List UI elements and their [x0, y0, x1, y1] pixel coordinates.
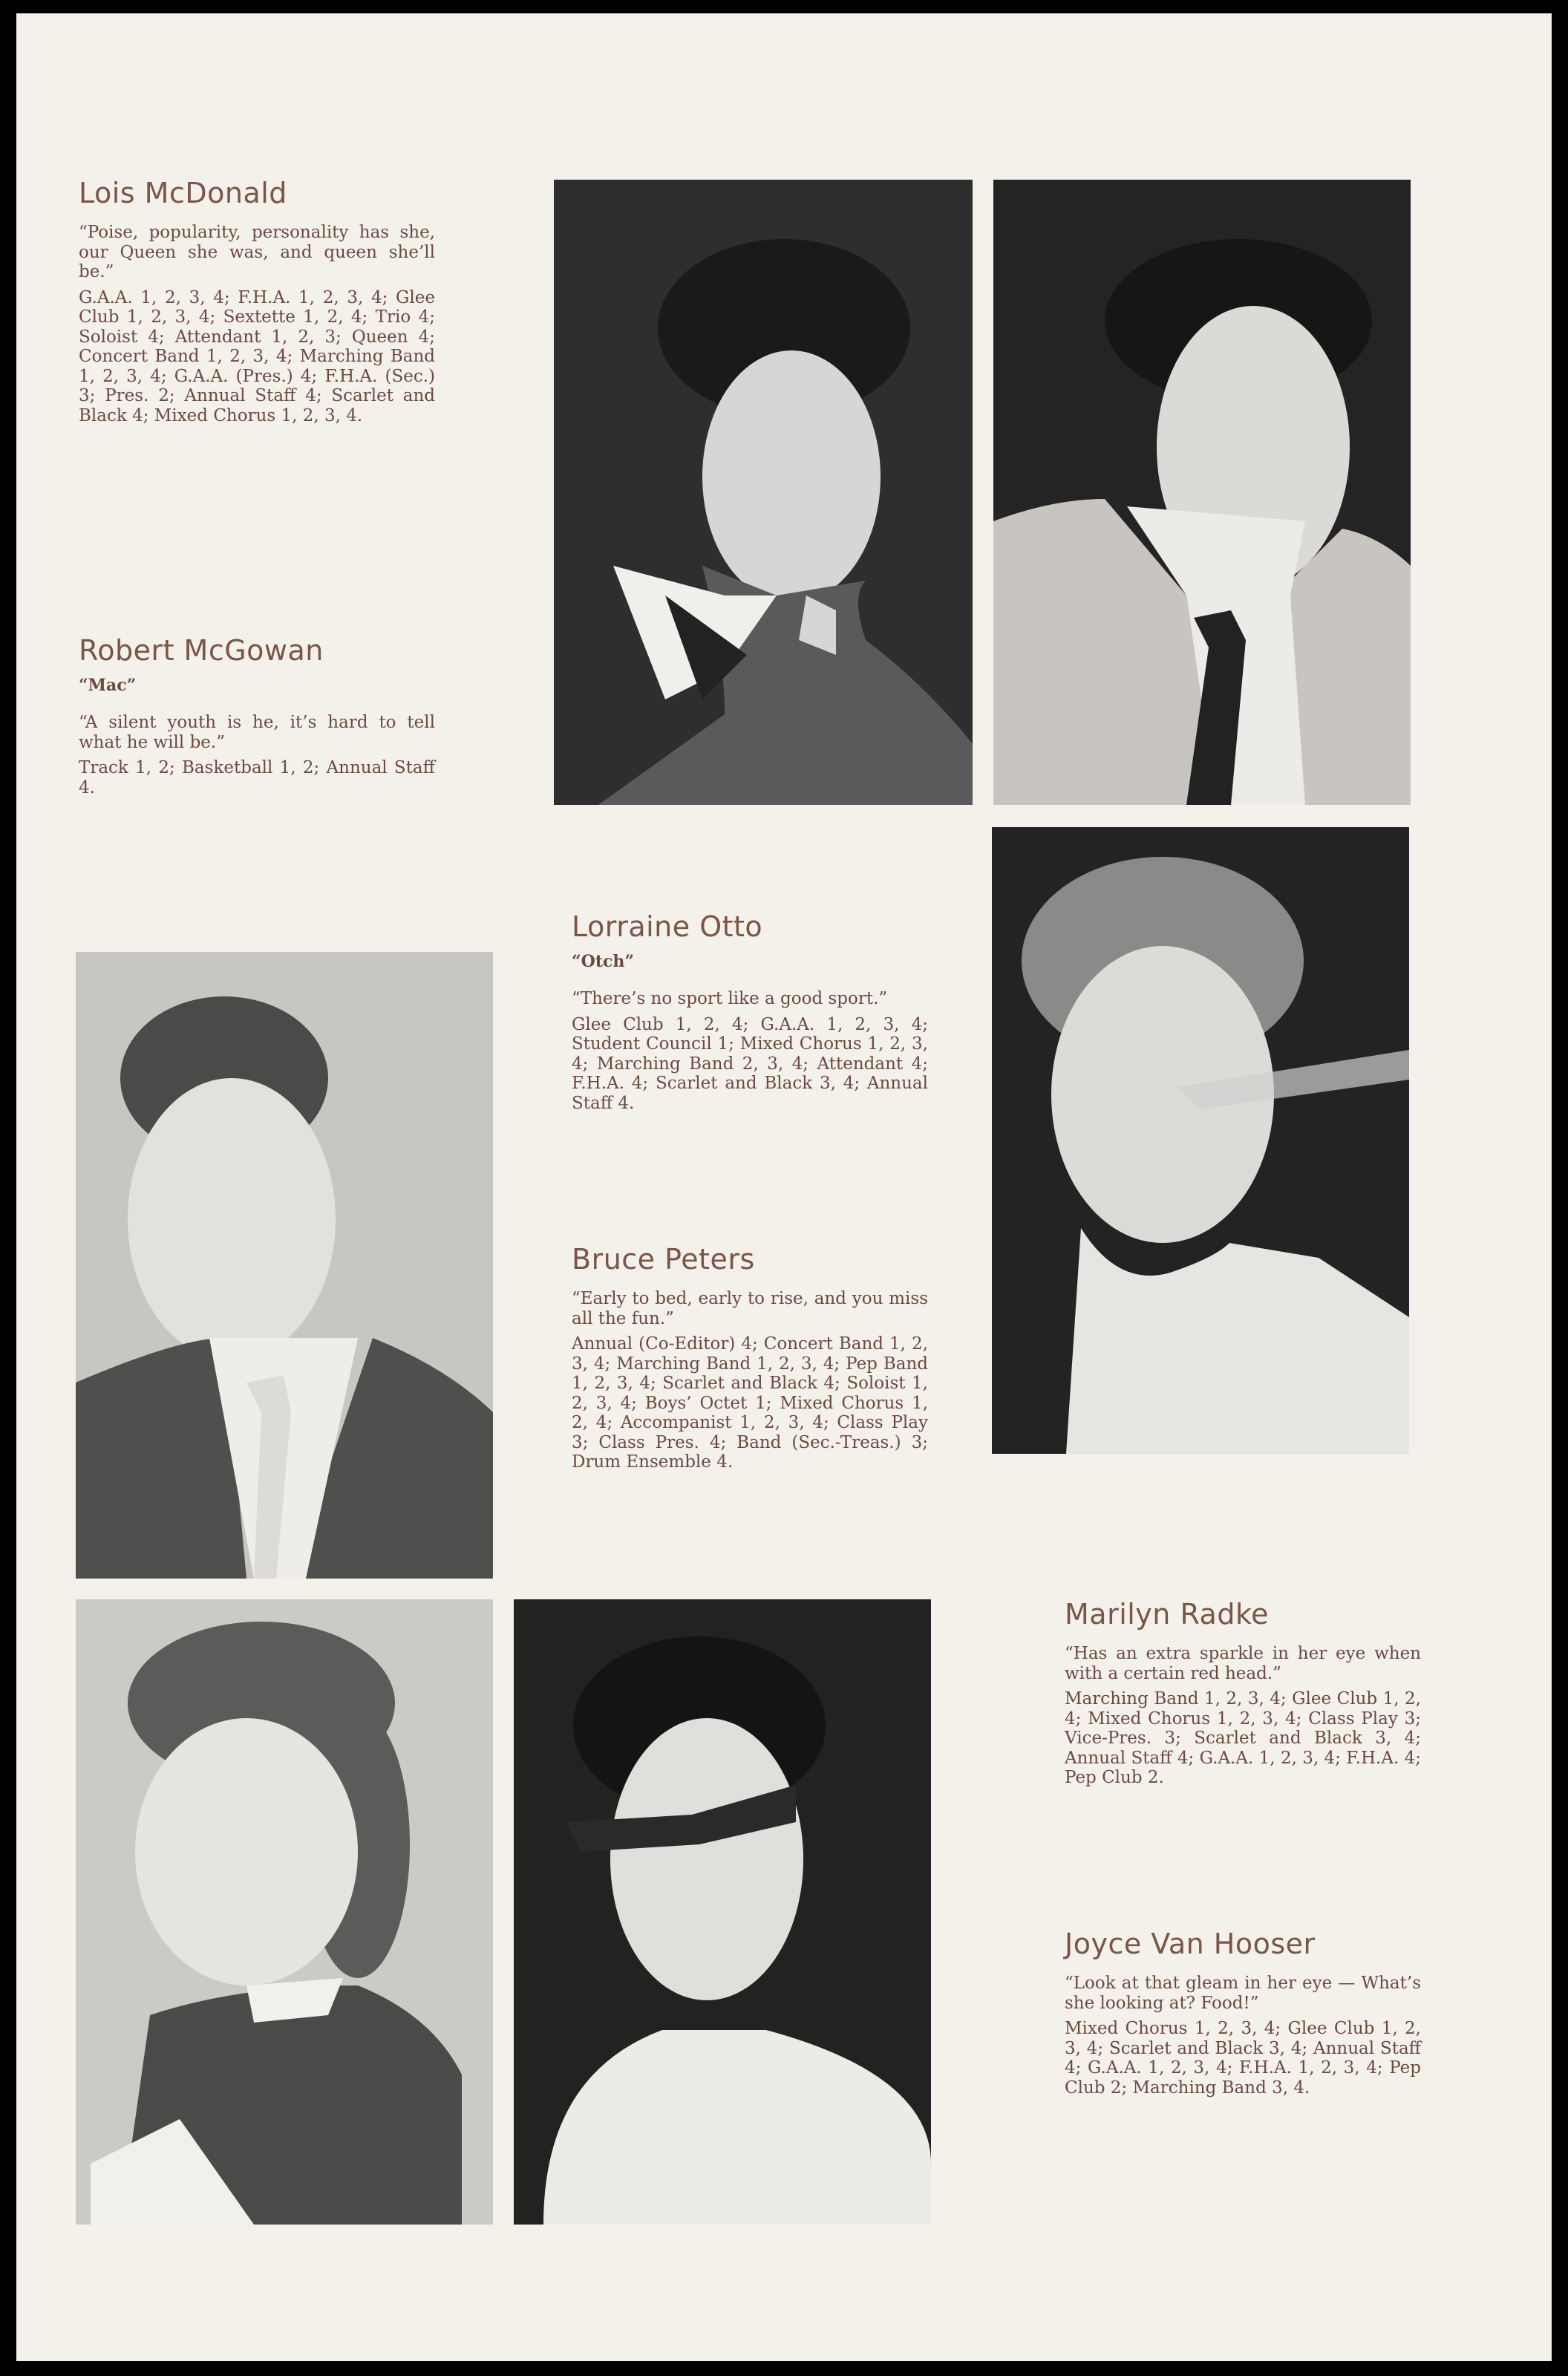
student-entry-bruce-peters — [572, 1243, 928, 1472]
student-name: Robert McGowan — [79, 634, 324, 667]
student-quote: “Poise, popularity, personality has she, our Queen she was, and queen she’ll be.” — [79, 223, 435, 281]
student-name: Joyce Van Hooser — [1065, 1928, 1316, 1960]
student-quote: “There’s no sport like a good sport.” — [572, 989, 888, 1008]
student-activities: Annual (Co-Editor) 4; Concert Band 1, 2, 3, 4; Marching Band 1, 2, 3, 4; Pep Band 1, 2, 3, 4; Scarlet and Black 4; Soloist 1, 2, 3, 4; Boys’ Octet 1; Mixed Chorus 1, 2, 4; Accompanist 1, 2, 3, 4; Class Play 3; Class Pres. 4; Band (Sec.-Treas.) 3; Drum Ensemble 4. — [572, 1334, 928, 1472]
student-nickname: “Mac” — [79, 676, 137, 695]
student-activities: Glee Club 1, 2, 4; G.A.A. 1, 2, 3, 4; Student Council 1; Mixed Chorus 1, 2, 3, 4; Marching Band 2, 3, 4; Attendant 4; F.H.A. 4; Scarlet and Black 3, 4; Annual Staff 4. — [572, 1014, 928, 1113]
portrait-photo-marilyn-radke — [76, 1599, 493, 2225]
portrait-photo-lorraine-otto — [992, 827, 1409, 1454]
student-entry-joyce-van-hooser — [1065, 1928, 1421, 2098]
student-activities: G.A.A. 1, 2, 3, 4; F.H.A. 1, 2, 3, 4; Glee Club 1, 2, 3, 4; Sextette 1, 2, 4; Trio 4; Soloist 4; Attendant 1, 2, 3; Queen 4; Concert Band 1, 2, 3, 4; Marching Band 1, 2, 3, 4; G.A.A. (Pres.) 4; F.H.A. (Sec.) 3; Pres. 2; Annual Staff 4; Scarlet and Black 4; Mixed Chorus 1, 2, 3, 4. — [79, 287, 435, 425]
student-activities: Track 1, 2; Basketball 1, 2; Annual Staff 4. — [79, 758, 435, 797]
student-quote: “Has an extra sparkle in her eye when with a certain red head.” — [1065, 1644, 1421, 1683]
student-entry-lorraine-otto — [572, 910, 928, 1113]
student-name: Marilyn Radke — [1065, 1598, 1269, 1631]
portrait-photo-robert-mcgowan — [993, 180, 1411, 805]
student-name: Lorraine Otto — [572, 910, 763, 943]
yearbook-page — [16, 13, 1552, 2361]
student-name: Lois McDonald — [79, 177, 287, 209]
student-entry-lois-mcdonald — [79, 177, 435, 425]
student-entry-robert-mcgowan — [79, 634, 435, 797]
student-activities: Marching Band 1, 2, 3, 4; Glee Club 1, 2, 4; Mixed Chorus 1, 2, 3, 4; Class Play 3; Vice-Pres. 3; Scarlet and Black 3, 4; Annual Staff 4; G.A.A. 1, 2, 3, 4; F.H.A. 4; Pep Club 2. — [1065, 1689, 1421, 1787]
portrait-photo-joyce-van-hooser — [514, 1599, 931, 2225]
student-quote: “Early to bed, early to rise, and you miss all the fun.” — [572, 1289, 928, 1328]
student-activities: Mixed Chorus 1, 2, 3, 4; Glee Club 1, 2, 3, 4; Scarlet and Black 3, 4; Annual Staff 4; G.A.A. 1, 2, 3, 4; F.H.A. 1, 2, 3, 4; Pep Club 2; Marching Band 3, 4. — [1065, 2019, 1421, 2098]
student-quote: “Look at that gleam in her eye — What’s she looking at? Food!” — [1065, 1974, 1421, 2013]
portrait-photo-bruce-peters — [76, 952, 493, 1579]
student-nickname: “Otch” — [572, 952, 635, 971]
student-quote: “A silent youth is he, it’s hard to tell what he will be.” — [79, 713, 435, 752]
portrait-photo-lois-mcdonald — [554, 180, 973, 805]
student-entry-marilyn-radke — [1065, 1598, 1421, 1788]
student-name: Bruce Peters — [572, 1243, 755, 1276]
